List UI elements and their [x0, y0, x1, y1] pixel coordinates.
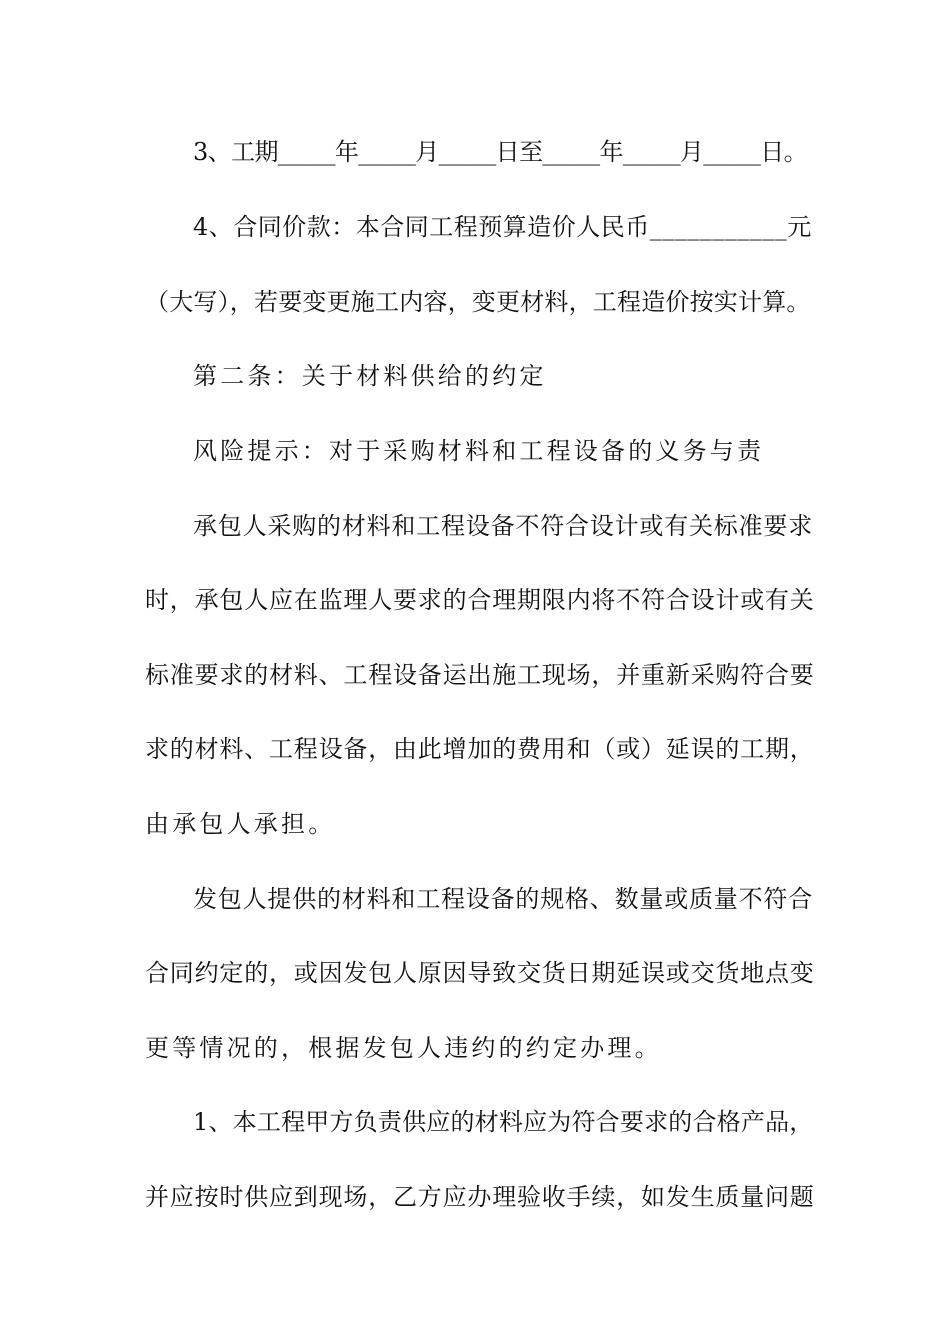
- contractor-materials-para-line-4: 求的材料、工程设备，由此增加的费用和（或）延误的工期，: [145, 735, 815, 763]
- item-1-para-line-1: 1、本工程甲方负责供应的材料应为符合要求的合格产品，: [193, 1108, 814, 1136]
- contractor-materials-para-line-2: 时，承包人应在监理人要求的合理期限内将不符合设计或有关: [145, 586, 815, 614]
- clause-4-contract-price: 4、合同价款：本合同工程预算造价人民币___________元: [193, 213, 812, 241]
- contractor-materials-para-line-3: 标准要求的材料、工程设备运出施工现场，并重新采购符合要: [145, 661, 815, 689]
- employer-materials-para-line-1: 发包人提供的材料和工程设备的规格、数量或质量不符合: [193, 885, 813, 913]
- item-1-para-line-2: 并应按时供应到现场，乙方应办理验收手续，如发生质量问题: [145, 1183, 815, 1211]
- article-2-heading: 第二条：关于材料供给的约定: [193, 362, 547, 390]
- contractor-materials-para-line-5: 由承包人承担。: [145, 810, 336, 838]
- employer-materials-para-line-3: 更等情况的，根据发包人违约的约定办理。: [145, 1034, 662, 1062]
- clause-3-construction-period: 3、工期_____年_____月_____日至_____年_____月_____日。: [193, 138, 808, 166]
- employer-materials-para-line-2: 合同约定的，或因发包人原因导致交货日期延误或交货地点变: [145, 959, 815, 987]
- contractor-materials-para-line-1: 承包人采购的材料和工程设备不符合设计或有关标准要求: [193, 512, 813, 540]
- clause-4-contract-price-cont: （大写），若要变更施工内容，变更材料，工程造价按实计算。: [145, 288, 811, 316]
- risk-notice: 风险提示：对于采购材料和工程设备的义务与责: [193, 437, 765, 465]
